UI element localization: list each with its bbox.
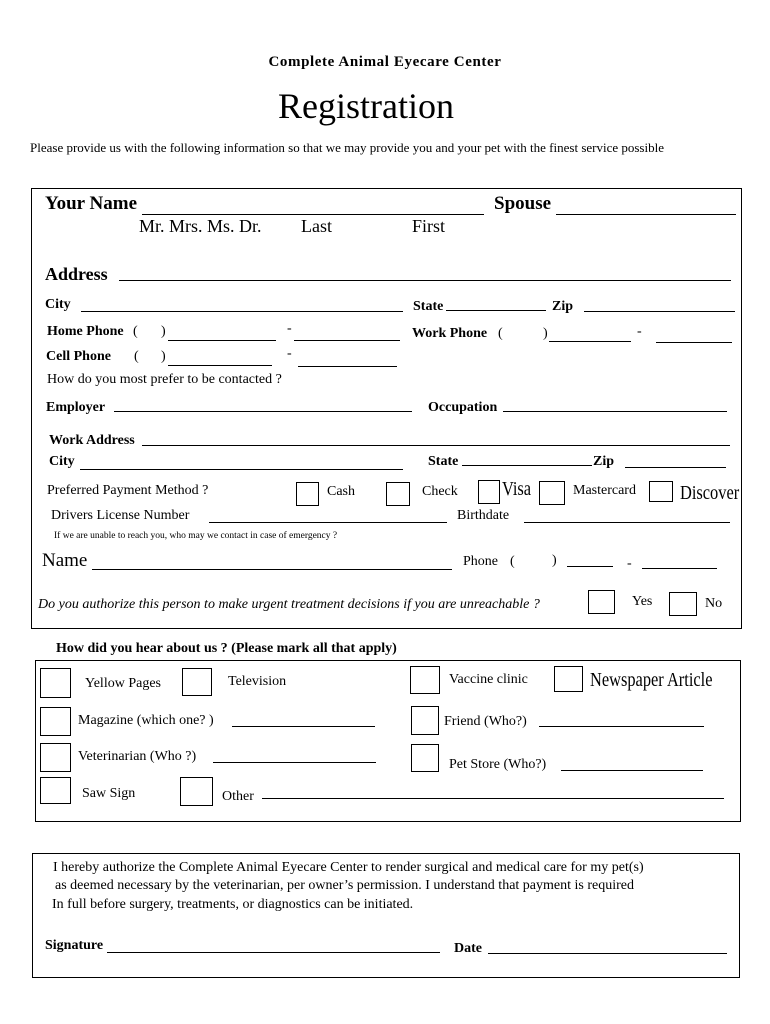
mastercard-label: Mastercard bbox=[573, 483, 636, 498]
contact-preference-prompt: How do you most prefer to be contacted ? bbox=[47, 372, 282, 387]
drivers-license-label: Drivers License Number bbox=[51, 508, 190, 523]
work-phone-paren-open: ( bbox=[498, 326, 503, 341]
cash-checkbox[interactable] bbox=[296, 482, 319, 506]
work-city-field[interactable] bbox=[80, 469, 403, 470]
consent-line-2: as deemed necessary by the veterinarian, per owner’s permission. I understand that payment is required bbox=[55, 878, 634, 893]
mastercard-checkbox[interactable] bbox=[539, 481, 565, 505]
work-state-field[interactable] bbox=[462, 465, 592, 466]
pet-store-field[interactable] bbox=[561, 770, 703, 771]
cell-phone-label: Cell Phone bbox=[46, 349, 111, 364]
emergency-phone-paren-open: ( bbox=[510, 554, 515, 569]
work-phone-paren-close: ) bbox=[543, 326, 548, 341]
date-field[interactable] bbox=[488, 953, 727, 954]
work-phone-prefix-field[interactable] bbox=[549, 341, 631, 342]
work-address-label: Work Address bbox=[49, 433, 135, 448]
clinic-name: Complete Animal Eyecare Center bbox=[268, 54, 502, 70]
pet-store-checkbox[interactable] bbox=[411, 744, 439, 772]
employer-label: Employer bbox=[46, 400, 106, 415]
yes-label: Yes bbox=[632, 594, 653, 609]
newspaper-article-checkbox[interactable] bbox=[554, 666, 583, 692]
signature-label: Signature bbox=[45, 938, 104, 953]
birthdate-label: Birthdate bbox=[457, 508, 510, 523]
emergency-phone-paren-close: ) bbox=[552, 553, 557, 568]
zip-label: Zip bbox=[552, 299, 574, 314]
work-state-label: State bbox=[428, 454, 459, 469]
friend-checkbox[interactable] bbox=[411, 706, 439, 735]
cash-label: Cash bbox=[327, 484, 355, 499]
discover-label: Discover bbox=[680, 482, 740, 504]
state-label: State bbox=[413, 299, 444, 314]
saw-sign-label: Saw Sign bbox=[82, 786, 136, 801]
zip-field[interactable] bbox=[584, 311, 735, 312]
other-field[interactable] bbox=[262, 798, 724, 799]
cell-phone-dash: - bbox=[287, 346, 292, 361]
magazine-checkbox[interactable] bbox=[40, 707, 71, 736]
yellow-pages-checkbox[interactable] bbox=[40, 668, 71, 698]
veterinarian-label: Veterinarian (Who ?) bbox=[78, 749, 197, 764]
home-phone-number-field[interactable] bbox=[294, 340, 400, 341]
emergency-phone-label: Phone bbox=[463, 554, 498, 569]
page-title: Registration bbox=[278, 86, 454, 126]
work-phone-dash: - bbox=[637, 324, 642, 339]
occupation-label: Occupation bbox=[428, 400, 498, 415]
vaccine-clinic-checkbox[interactable] bbox=[410, 666, 440, 694]
other-label: Other bbox=[222, 789, 254, 804]
newspaper-article-label: Newspaper Article bbox=[590, 669, 713, 691]
discover-checkbox[interactable] bbox=[649, 481, 673, 502]
emergency-name-label: Name bbox=[42, 550, 88, 571]
cell-phone-paren-open: ( bbox=[134, 349, 139, 364]
work-phone-number-field[interactable] bbox=[656, 342, 732, 343]
employer-field[interactable] bbox=[114, 411, 412, 412]
your-name-label: Your Name bbox=[45, 193, 138, 214]
consent-line-1: I hereby authorize the Complete Animal Eyecare Center to render surgical and medical care for my pet(s) bbox=[53, 860, 644, 875]
home-phone-prefix-field[interactable] bbox=[168, 340, 276, 341]
occupation-field[interactable] bbox=[503, 411, 727, 412]
birthdate-field[interactable] bbox=[524, 522, 730, 523]
referral-heading: How did you hear about us ? (Please mark all that apply) bbox=[56, 641, 397, 656]
check-checkbox[interactable] bbox=[386, 482, 410, 506]
last-name-caption: Last bbox=[301, 216, 332, 236]
first-name-caption: First bbox=[412, 216, 446, 236]
client-info-section bbox=[31, 188, 742, 629]
spouse-label: Spouse bbox=[494, 193, 552, 214]
saw-sign-checkbox[interactable] bbox=[40, 777, 71, 804]
emergency-phone-prefix-field[interactable] bbox=[567, 566, 613, 567]
date-label: Date bbox=[454, 941, 482, 956]
work-address-field[interactable] bbox=[142, 445, 730, 446]
drivers-license-field[interactable] bbox=[209, 522, 447, 523]
television-checkbox[interactable] bbox=[182, 668, 212, 696]
address-field[interactable] bbox=[119, 280, 731, 281]
emergency-contact-prompt: If we are unable to reach you, who may we contact in case of emergency ? bbox=[54, 531, 338, 541]
home-phone-label: Home Phone bbox=[47, 324, 124, 339]
name-titles: Mr. Mrs. Ms. Dr. bbox=[139, 216, 262, 236]
home-phone-dash: - bbox=[287, 321, 292, 336]
magazine-field[interactable] bbox=[232, 726, 375, 727]
authorize-question: Do you authorize this person to make urgent treatment decisions if you are unreachable ? bbox=[38, 597, 540, 612]
emergency-name-field[interactable] bbox=[92, 569, 452, 570]
other-checkbox[interactable] bbox=[180, 777, 213, 806]
state-field[interactable] bbox=[446, 310, 546, 311]
visa-checkbox[interactable] bbox=[478, 480, 500, 504]
friend-label: Friend (Who?) bbox=[444, 714, 527, 729]
work-city-label: City bbox=[49, 454, 75, 469]
emergency-phone-number-field[interactable] bbox=[642, 568, 717, 569]
magazine-label: Magazine (which one? ) bbox=[78, 713, 214, 728]
city-label: City bbox=[45, 297, 71, 312]
veterinarian-checkbox[interactable] bbox=[40, 743, 71, 772]
friend-field[interactable] bbox=[539, 726, 704, 727]
cell-phone-prefix-field[interactable] bbox=[168, 365, 272, 366]
work-phone-label: Work Phone bbox=[412, 326, 488, 341]
consent-line-3: In full before surgery, treatments, or diagnostics can be initiated. bbox=[52, 897, 414, 912]
check-label: Check bbox=[422, 484, 458, 499]
payment-method-label: Preferred Payment Method ? bbox=[47, 483, 209, 498]
work-zip-label: Zip bbox=[593, 454, 615, 469]
authorize-no-checkbox[interactable] bbox=[669, 592, 697, 616]
emergency-phone-dash: - bbox=[627, 556, 632, 571]
no-label: No bbox=[705, 596, 723, 611]
address-label: Address bbox=[45, 264, 108, 284]
authorize-yes-checkbox[interactable] bbox=[588, 590, 615, 614]
spouse-field[interactable] bbox=[556, 214, 736, 215]
visa-label: Visa bbox=[502, 478, 532, 500]
intro-text: Please provide us with the following information so that we may provide you and your pet with the finest service possible bbox=[30, 140, 664, 155]
pet-store-label: Pet Store (Who?) bbox=[449, 757, 547, 772]
vaccine-clinic-label: Vaccine clinic bbox=[449, 672, 528, 687]
signature-field[interactable] bbox=[107, 952, 440, 953]
veterinarian-field[interactable] bbox=[213, 762, 376, 763]
home-phone-paren-open: ( bbox=[133, 324, 138, 339]
your-name-field[interactable] bbox=[142, 214, 484, 215]
work-zip-field[interactable] bbox=[625, 467, 726, 468]
cell-phone-paren-close: ) bbox=[161, 349, 166, 364]
yellow-pages-label: Yellow Pages bbox=[85, 676, 161, 691]
city-field[interactable] bbox=[81, 311, 403, 312]
home-phone-paren-close: ) bbox=[161, 324, 166, 339]
cell-phone-number-field[interactable] bbox=[298, 366, 397, 367]
television-label: Television bbox=[228, 674, 287, 689]
